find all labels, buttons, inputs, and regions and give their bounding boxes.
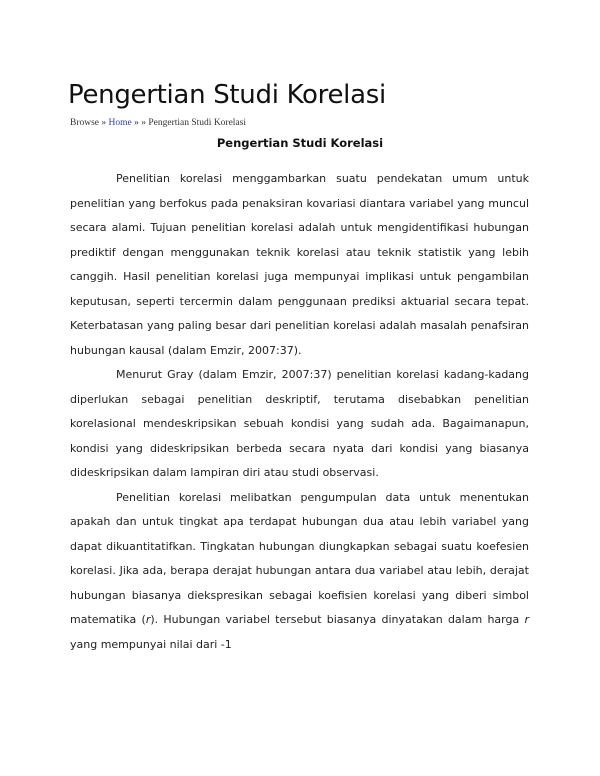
breadcrumb-home-link[interactable]: Home xyxy=(108,118,132,128)
correlation-symbol: r xyxy=(145,613,151,626)
breadcrumb-browse: Browse » xyxy=(70,118,107,128)
document-body xyxy=(70,167,529,657)
paragraph-3-text-3: yang mempunyai nilai dari -1 xyxy=(70,637,232,651)
paragraph-2: Menurut Gray (dalam Emzir, 2007:37) penelitian korelasi kadang-kadang diperlukan sebagai penelitian deskriptif, terutama disebabkan penelitian korelasional mendeskripsikan sebuah kondisi yang sudah ada. Bagaimanapun, kondisi yang dideskripsikan berbeda secara nyata dari kondisi yang biasanya dideskripsikan dalam lampiran diri atau studi observasi. xyxy=(70,368,529,479)
page-title: Pengertian Studi Korelasi xyxy=(68,80,386,110)
correlation-symbol-2: r xyxy=(524,613,529,626)
section-heading: Pengertian Studi Korelasi xyxy=(216,136,384,150)
breadcrumb-current: Pengertian Studi Korelasi xyxy=(148,118,246,128)
paragraph-3-text-2: ). Hubungan variabel tersebut biasanya dinyatakan dalam harga xyxy=(150,613,525,626)
paragraph-3 xyxy=(70,486,529,658)
paragraph-1: Penelitian korelasi menggambarkan suatu pendekatan umum untuk penelitian yang berfokus pada penaksiran kovariasi diantara variabel yang muncul secara alami. Tujuan penelitian korelasi adalah untuk mengidentifikasi hubungan prediktif dengan menggunakan teknik korelasi atau teknik statistik yang lebih canggih. Hasil penelitian korelasi juga mempunyai implikasi untuk pengambilan keputusan, seperti tercermin dalam penggunaan prediksi aktuarial secara tepat. Keterbatasan yang paling besar dari penelitian korelasi adalah masalah penafsiran hubungan kausal (dalam Emzir, 2007:37). xyxy=(70,172,529,357)
breadcrumb-separator: » » xyxy=(134,118,146,128)
breadcrumb xyxy=(70,118,246,128)
paragraph-3-text-1: Penelitian korelasi melibatkan pengumpulan data untuk menentukan apakah dan untuk tingkat apa terdapat hubungan dua atau lebih variabel yang dapat dikuantitatifkan. Tingkatan hubungan diungkapkan sebagai suatu koefesien korelasi. Jika ada, berapa derajat hubungan antara dua variabel atau lebih, derajat hubungan biasanya diekspresikan sebagai koefisien korelasi yang diberi simbol matematika ( xyxy=(70,490,529,626)
